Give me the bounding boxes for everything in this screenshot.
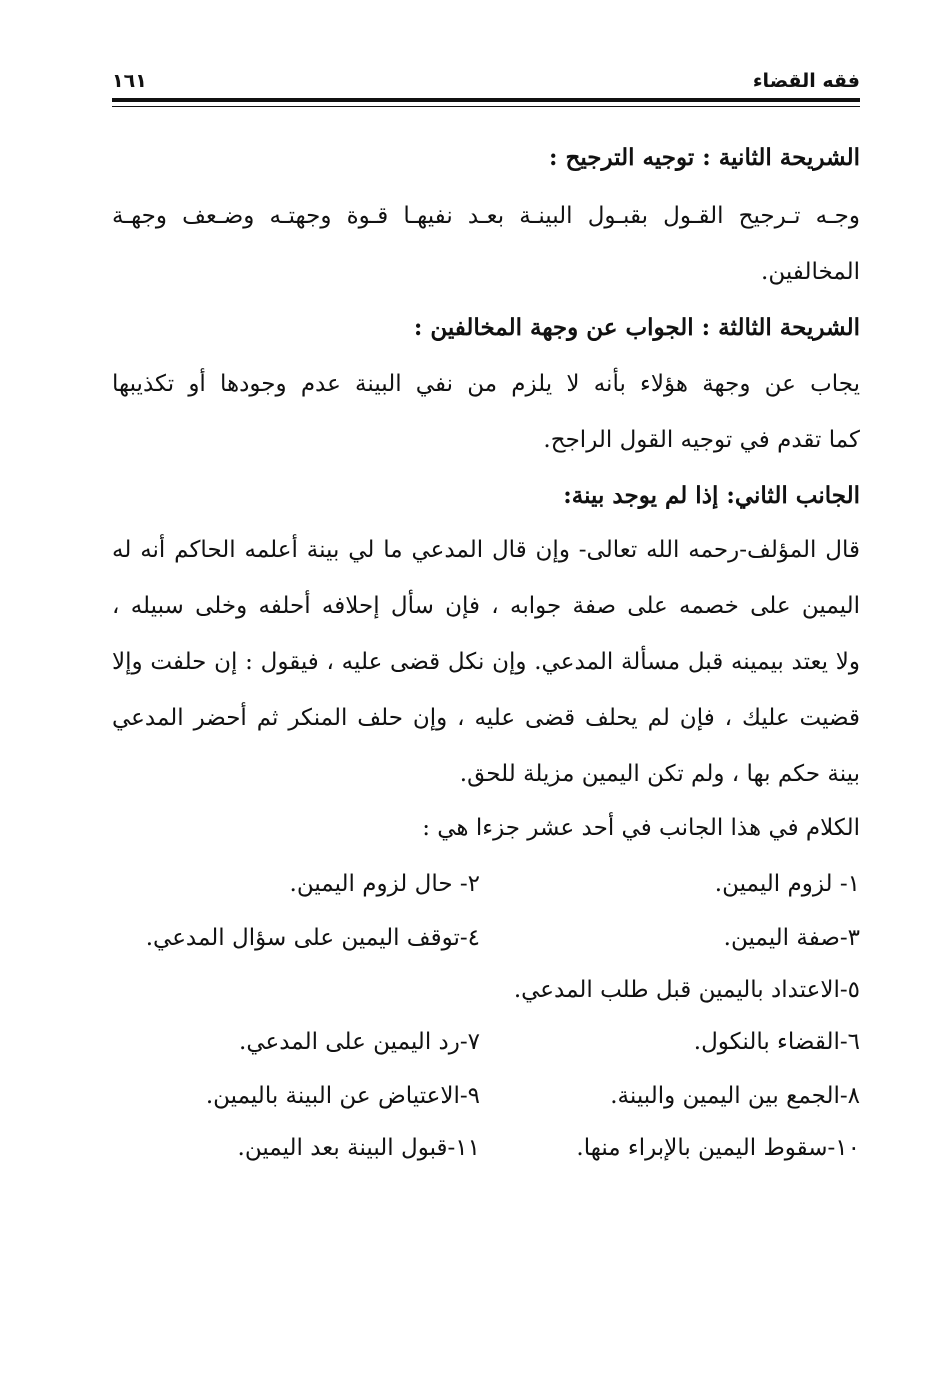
list-item: ٩-الاعتياض عن البينة باليمين. [205, 1083, 480, 1109]
list-item: ٤-توقف اليمين على سؤال المدعي. [145, 925, 480, 951]
subsection-heading: الجانب الثاني: إذا لم يوجد بينة: [563, 482, 860, 509]
list-item: ١- لزوم اليمين. [714, 871, 860, 897]
header-rule-thin [112, 106, 860, 107]
list-item: ١٠-سقوط اليمين بالإبراء منها. [576, 1135, 860, 1161]
list-intro: الكلام في هذا الجانب في أحد عشر جزءا هي : [422, 815, 860, 841]
book-page [112, 60, 860, 1300]
running-header [112, 70, 860, 98]
list-item: ٨-الجمع بين اليمين والبينة. [610, 1083, 860, 1109]
header-rule-thick [112, 98, 860, 102]
quote-line: بينة حكم بها ، ولم تكن اليمين مزيلة للحق. [459, 761, 860, 787]
section-heading-3: الشريحة الثالثة : الجواب عن وجهة المخالفين : [413, 314, 860, 341]
quote-line: ولا يعتد بيمينه قبل مسألة المدعي. وإن نكل قضى عليه ، فيقول : إن حلفت وإلا [112, 649, 860, 675]
list-item: ٧-رد اليمين على المدعي. [239, 1029, 480, 1055]
list-item: ١١-قبول البينة بعد اليمين. [237, 1135, 480, 1161]
quote-line: قضيت عليك ، فإن لم يحلف قضى عليه ، وإن حلف المنكر ثم أحضر المدعي [112, 705, 860, 731]
page-number: ١٦١ [112, 70, 147, 92]
running-title: فقه القضاء [752, 70, 860, 92]
list-item: ٦-القضاء بالنكول. [693, 1029, 860, 1055]
list-item: ٣-صفة اليمين. [723, 925, 860, 951]
list-item: ٢- حال لزوم اليمين. [289, 871, 480, 897]
quote-line: قال المؤلف-رحمه الله تعالى- وإن قال المدعي ما لي بينة أعلمه الحاكم أنه له [112, 537, 860, 563]
paragraph-line: المخالفين. [761, 259, 860, 285]
section-heading-2: الشريحة الثانية : توجيه الترجيح : [548, 144, 860, 171]
paragraph-line: كما تقدم في توجيه القول الراجح. [543, 427, 860, 453]
list-item: ٥-الاعتداد باليمين قبل طلب المدعي. [513, 977, 860, 1003]
quote-line: اليمين على خصمه على صفة جوابه ، فإن سأل إحلافه أحلفه وخلى سبيله ، [112, 593, 860, 619]
paragraph-line: وجـه تـرجيح القـول بقبـول البينـة بعـد نفيهـا قـوة وجهتـه وضـعف وجهـة [112, 203, 860, 229]
paragraph-line: يجاب عن وجهة هؤلاء بأنه لا يلزم من نفي البينة عدم وجودها أو تكذيبها [112, 371, 860, 397]
